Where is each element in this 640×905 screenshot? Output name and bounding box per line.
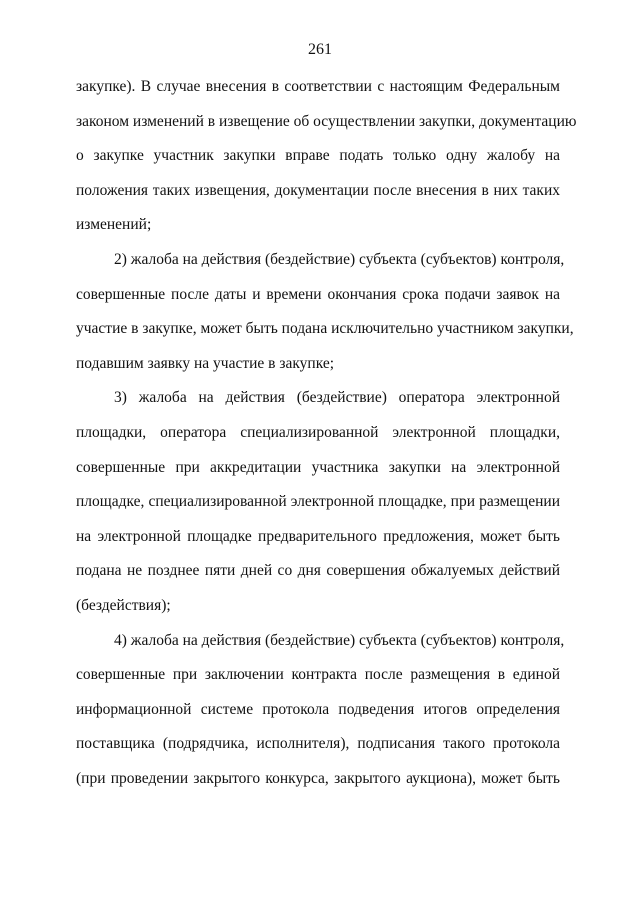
text-line: участие в закупке, может быть подана исключительно участником закупки, bbox=[76, 320, 574, 338]
text-line: площадке, специализированной электронной площадке, при размещении bbox=[76, 493, 560, 511]
text-line: совершенные при аккредитации участника закупки на электронной bbox=[76, 458, 560, 476]
text-line: изменений; bbox=[76, 216, 152, 234]
text-line: информационной системе протокола подведения итогов определения bbox=[76, 700, 560, 718]
text-line: 3) жалоба на действия (бездействие) оператора электронной bbox=[114, 389, 560, 407]
text-line: положения таких извещения, документации после внесения в них таких bbox=[76, 181, 560, 199]
text-line: совершенные после даты и времени окончания срока подачи заявок на bbox=[76, 285, 560, 303]
text-line: закупке). В случае внесения в соответствии с настоящим Федеральным bbox=[76, 78, 560, 95]
text-line: совершенные при заключении контракта после размещения в единой bbox=[76, 666, 560, 684]
text-line: (бездействия); bbox=[76, 596, 171, 614]
text-line: 4) жалоба на действия (бездействие) субъекта (субъектов) контроля, bbox=[114, 631, 565, 649]
text-line: законом изменений в извещение об осуществлении закупки, документацию bbox=[76, 112, 577, 130]
text-line: (при проведении закрытого конкурса, закрытого аукциона), может быть bbox=[76, 769, 560, 787]
text-line: поставщика (подрядчика, исполнителя), подписания такого протокола bbox=[76, 735, 560, 753]
text-line: площадки, оператора специализированной электронной площадки, bbox=[76, 423, 560, 441]
text-line: подана не позднее пяти дней со дня совершения обжалуемых действий bbox=[76, 562, 560, 580]
document-body bbox=[76, 77, 577, 803]
text-line: о закупке участник закупки вправе подать только одну жалобу на bbox=[76, 147, 560, 165]
text-line: подавшим заявку на участие в закупке; bbox=[76, 354, 335, 372]
text-line: на электронной площадке предварительного предложения, может быть bbox=[76, 527, 560, 545]
page-number: 261 bbox=[308, 41, 332, 58]
text-line: 2) жалоба на действия (бездействие) субъекта (субъектов) контроля, bbox=[114, 250, 565, 268]
